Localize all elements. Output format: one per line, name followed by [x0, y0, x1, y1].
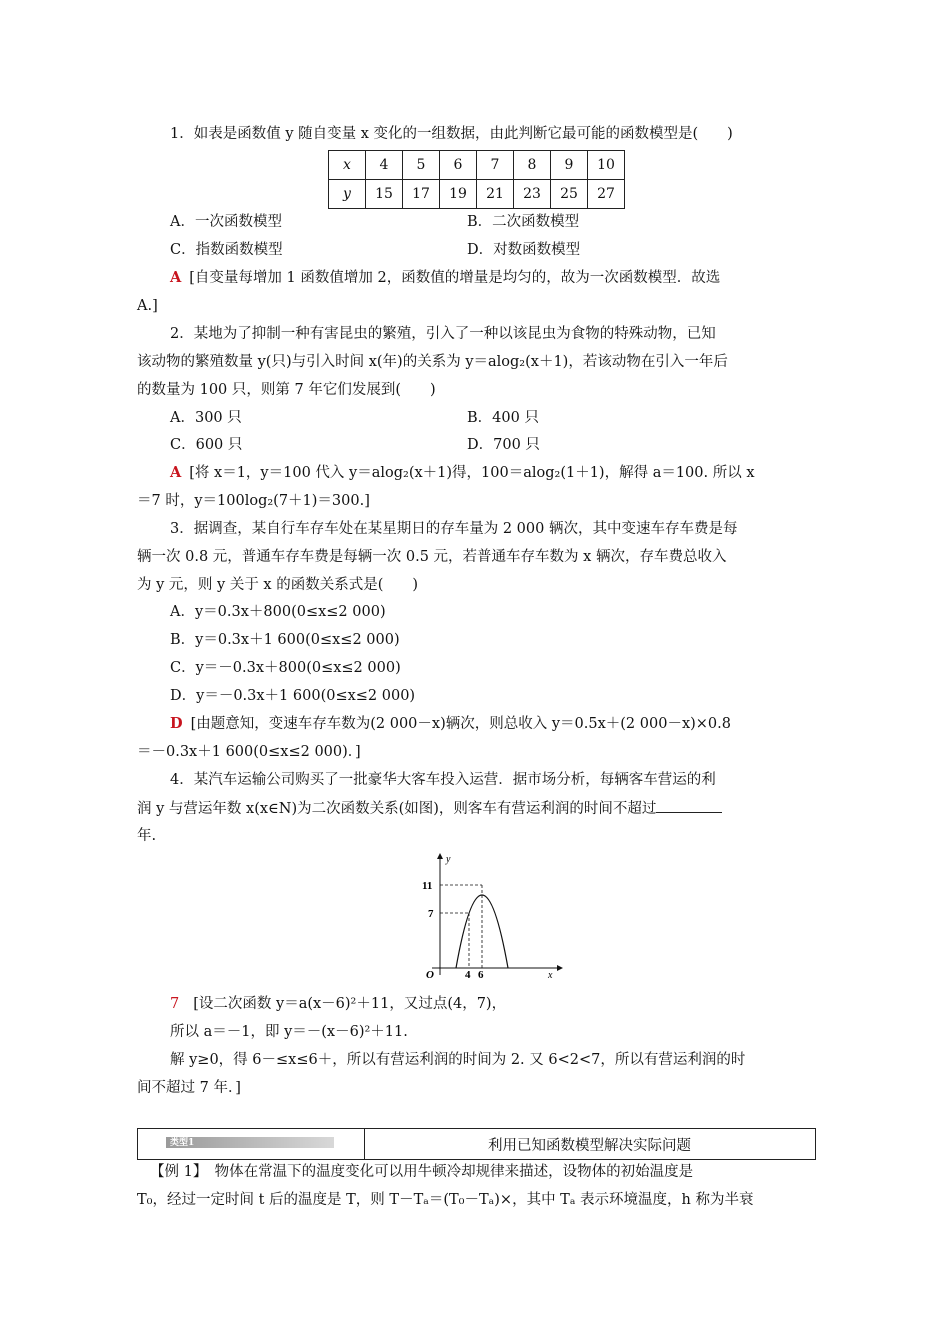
q3-solution — [170, 714, 731, 734]
q4-parabola-graph — [410, 850, 570, 980]
q2-option-a: A．300 只 — [170, 410, 242, 426]
q2-option-c: C．600 只 — [170, 437, 243, 453]
q2-answer: A — [170, 464, 182, 481]
q1-explain-2: A.] — [137, 298, 158, 314]
q4-stem-3: 年. — [137, 828, 157, 844]
q3-answer: D — [170, 715, 183, 732]
q1-option-a: A．一次函数模型 — [170, 214, 282, 230]
q4-solution — [170, 994, 506, 1014]
table-cell: 17 — [403, 180, 440, 209]
q2-option-b: B．400 只 — [467, 410, 539, 426]
q1-explain-1: [自变量每增加 1 函数值增加 2，函数值的增量是均匀的，故为一次函数模型．故选 — [189, 270, 721, 286]
q3-stem-1: 3．据调查，某自行车存车处在某星期日的存车量为 2 000 辆次，其中变速车存车费是每 — [170, 521, 738, 537]
tick-label-11: 11 — [422, 880, 433, 892]
table-cell: 10 — [588, 151, 625, 180]
table-cell: 9 — [551, 151, 588, 180]
q3-option-a: A．y＝0.3x＋800(0≤x≤2 000) — [170, 604, 386, 620]
table-row-x — [329, 151, 625, 180]
q4-explain-3: 解 y≥0，得 6－≤x≤6＋，所以有营运利润的时间为 2. 又 6<2<7，所以有营运利润的时 — [170, 1052, 746, 1068]
q3-explain-1: [由题意知，变速车存车数为(2 000－x)辆次，则总收入 y＝0.5x＋(2 000－x)×0.8 — [190, 716, 731, 732]
q3-option-d: D．y＝－0.3x＋1 600(0≤x≤2 000) — [170, 688, 416, 704]
q3-stem-3: 为 y 元，则 y 关于 x 的函数关系式是( ) — [137, 577, 419, 593]
q1-solution — [170, 268, 720, 288]
q3-option-c: C．y＝－0.3x＋800(0≤x≤2 000) — [170, 660, 401, 676]
tick-label-7: 7 — [428, 908, 434, 920]
table-cell: 4 — [366, 151, 403, 180]
table-cell: y — [329, 180, 366, 209]
q3-explain-2: ＝－0.3x＋1 600(0≤x≤2 000)．] — [137, 744, 361, 760]
q4-stem-2 — [137, 798, 722, 819]
q4-stem-1: 4．某汽车运输公司购买了一批豪华大客车投入运营．据市场分析，每辆客车营运的利 — [170, 772, 716, 788]
table-cell: 19 — [440, 180, 477, 209]
q4-explain-4: 间不超过 7 年．] — [137, 1080, 241, 1096]
example-line-2: T₀，经过一定时间 t 后的温度是 T，则 T－Tₐ＝(T₀－Tₐ)×，其中 Tₐ 表示环境温度，h 称为半衰 — [137, 1192, 754, 1208]
y-axis-label: y — [446, 854, 451, 865]
q1-option-b: B．二次函数模型 — [467, 214, 580, 230]
example-line-1: 【例 1】 物体在常温下的温度变化可以用牛顿冷却规律来描述，设物体的初始温度是 — [150, 1164, 694, 1180]
q4-explain-1: [设二次函数 y＝a(x－6)²＋11，又过点(4，7)， — [193, 996, 507, 1012]
tick-label-4: 4 — [465, 969, 471, 980]
q2-solution — [170, 463, 755, 483]
table-cell: x — [329, 151, 366, 180]
q4-stem-2-text: 润 y 与营运年数 x(x∈N)为二次函数关系(如图)，则客车有营运利润的时间不超过 — [137, 801, 657, 817]
q1-stem: 1．如表是函数值 y 随自变量 x 变化的一组数据，由此判断它最可能的函数模型是( ) — [170, 126, 733, 142]
table-cell: 8 — [514, 151, 551, 180]
table-cell: 25 — [551, 180, 588, 209]
q1-option-d: D．对数函数模型 — [467, 242, 581, 258]
section-header — [137, 1128, 816, 1160]
q2-stem-2: 该动物的繁殖数量 y(只)与引入时间 x(年)的关系为 y＝alog₂(x＋1)，若该动物在引入一年后 — [137, 354, 728, 370]
section-title: 利用已知函数模型解决实际问题 — [488, 1138, 691, 1154]
q3-stem-2: 辆一次 0.8 元，普通车存车费是每辆一次 0.5 元，若普通车存车数为 x 辆次，存车费总收入 — [137, 549, 727, 565]
table-cell: 23 — [514, 180, 551, 209]
table-cell: 5 — [403, 151, 440, 180]
q2-explain-1: [将 x＝1，y＝100 代入 y＝alog₂(x＋1)得，100＝alog₂(1＋1)，解得 a＝100. 所以 x — [189, 465, 755, 481]
q2-stem-1: 2．某地为了抑制一种有害昆虫的繁殖，引入了一种以该昆虫为食物的特殊动物，已知 — [170, 326, 716, 342]
q1-option-c: C．指数函数模型 — [170, 242, 283, 258]
q4-explain-2: 所以 a＝－1，即 y＝－(x－6)²＋11. — [170, 1024, 408, 1040]
q1-data-table — [328, 150, 625, 209]
q3-option-b: B．y＝0.3x＋1 600(0≤x≤2 000) — [170, 632, 400, 648]
origin-label: O — [426, 969, 434, 980]
table-cell: 15 — [366, 180, 403, 209]
table-cell: 7 — [477, 151, 514, 180]
section-tag: 类型1 — [170, 1138, 195, 1148]
x-axis-label: x — [548, 970, 553, 980]
table-cell: 6 — [440, 151, 477, 180]
section-tag-cell — [138, 1129, 365, 1159]
table-cell: 27 — [588, 180, 625, 209]
table-row-y — [329, 180, 625, 209]
tick-label-6: 6 — [478, 969, 484, 980]
q2-explain-2: ＝7 时，y＝100log₂(7＋1)＝300.] — [137, 493, 370, 509]
q2-option-d: D．700 只 — [467, 437, 540, 453]
q4-answer: 7 — [170, 996, 180, 1012]
q1-answer: A — [170, 269, 182, 286]
table-cell: 21 — [477, 180, 514, 209]
q2-stem-3: 的数量为 100 只，则第 7 年它们发展到( ) — [137, 382, 436, 398]
answer-blank — [656, 798, 722, 813]
